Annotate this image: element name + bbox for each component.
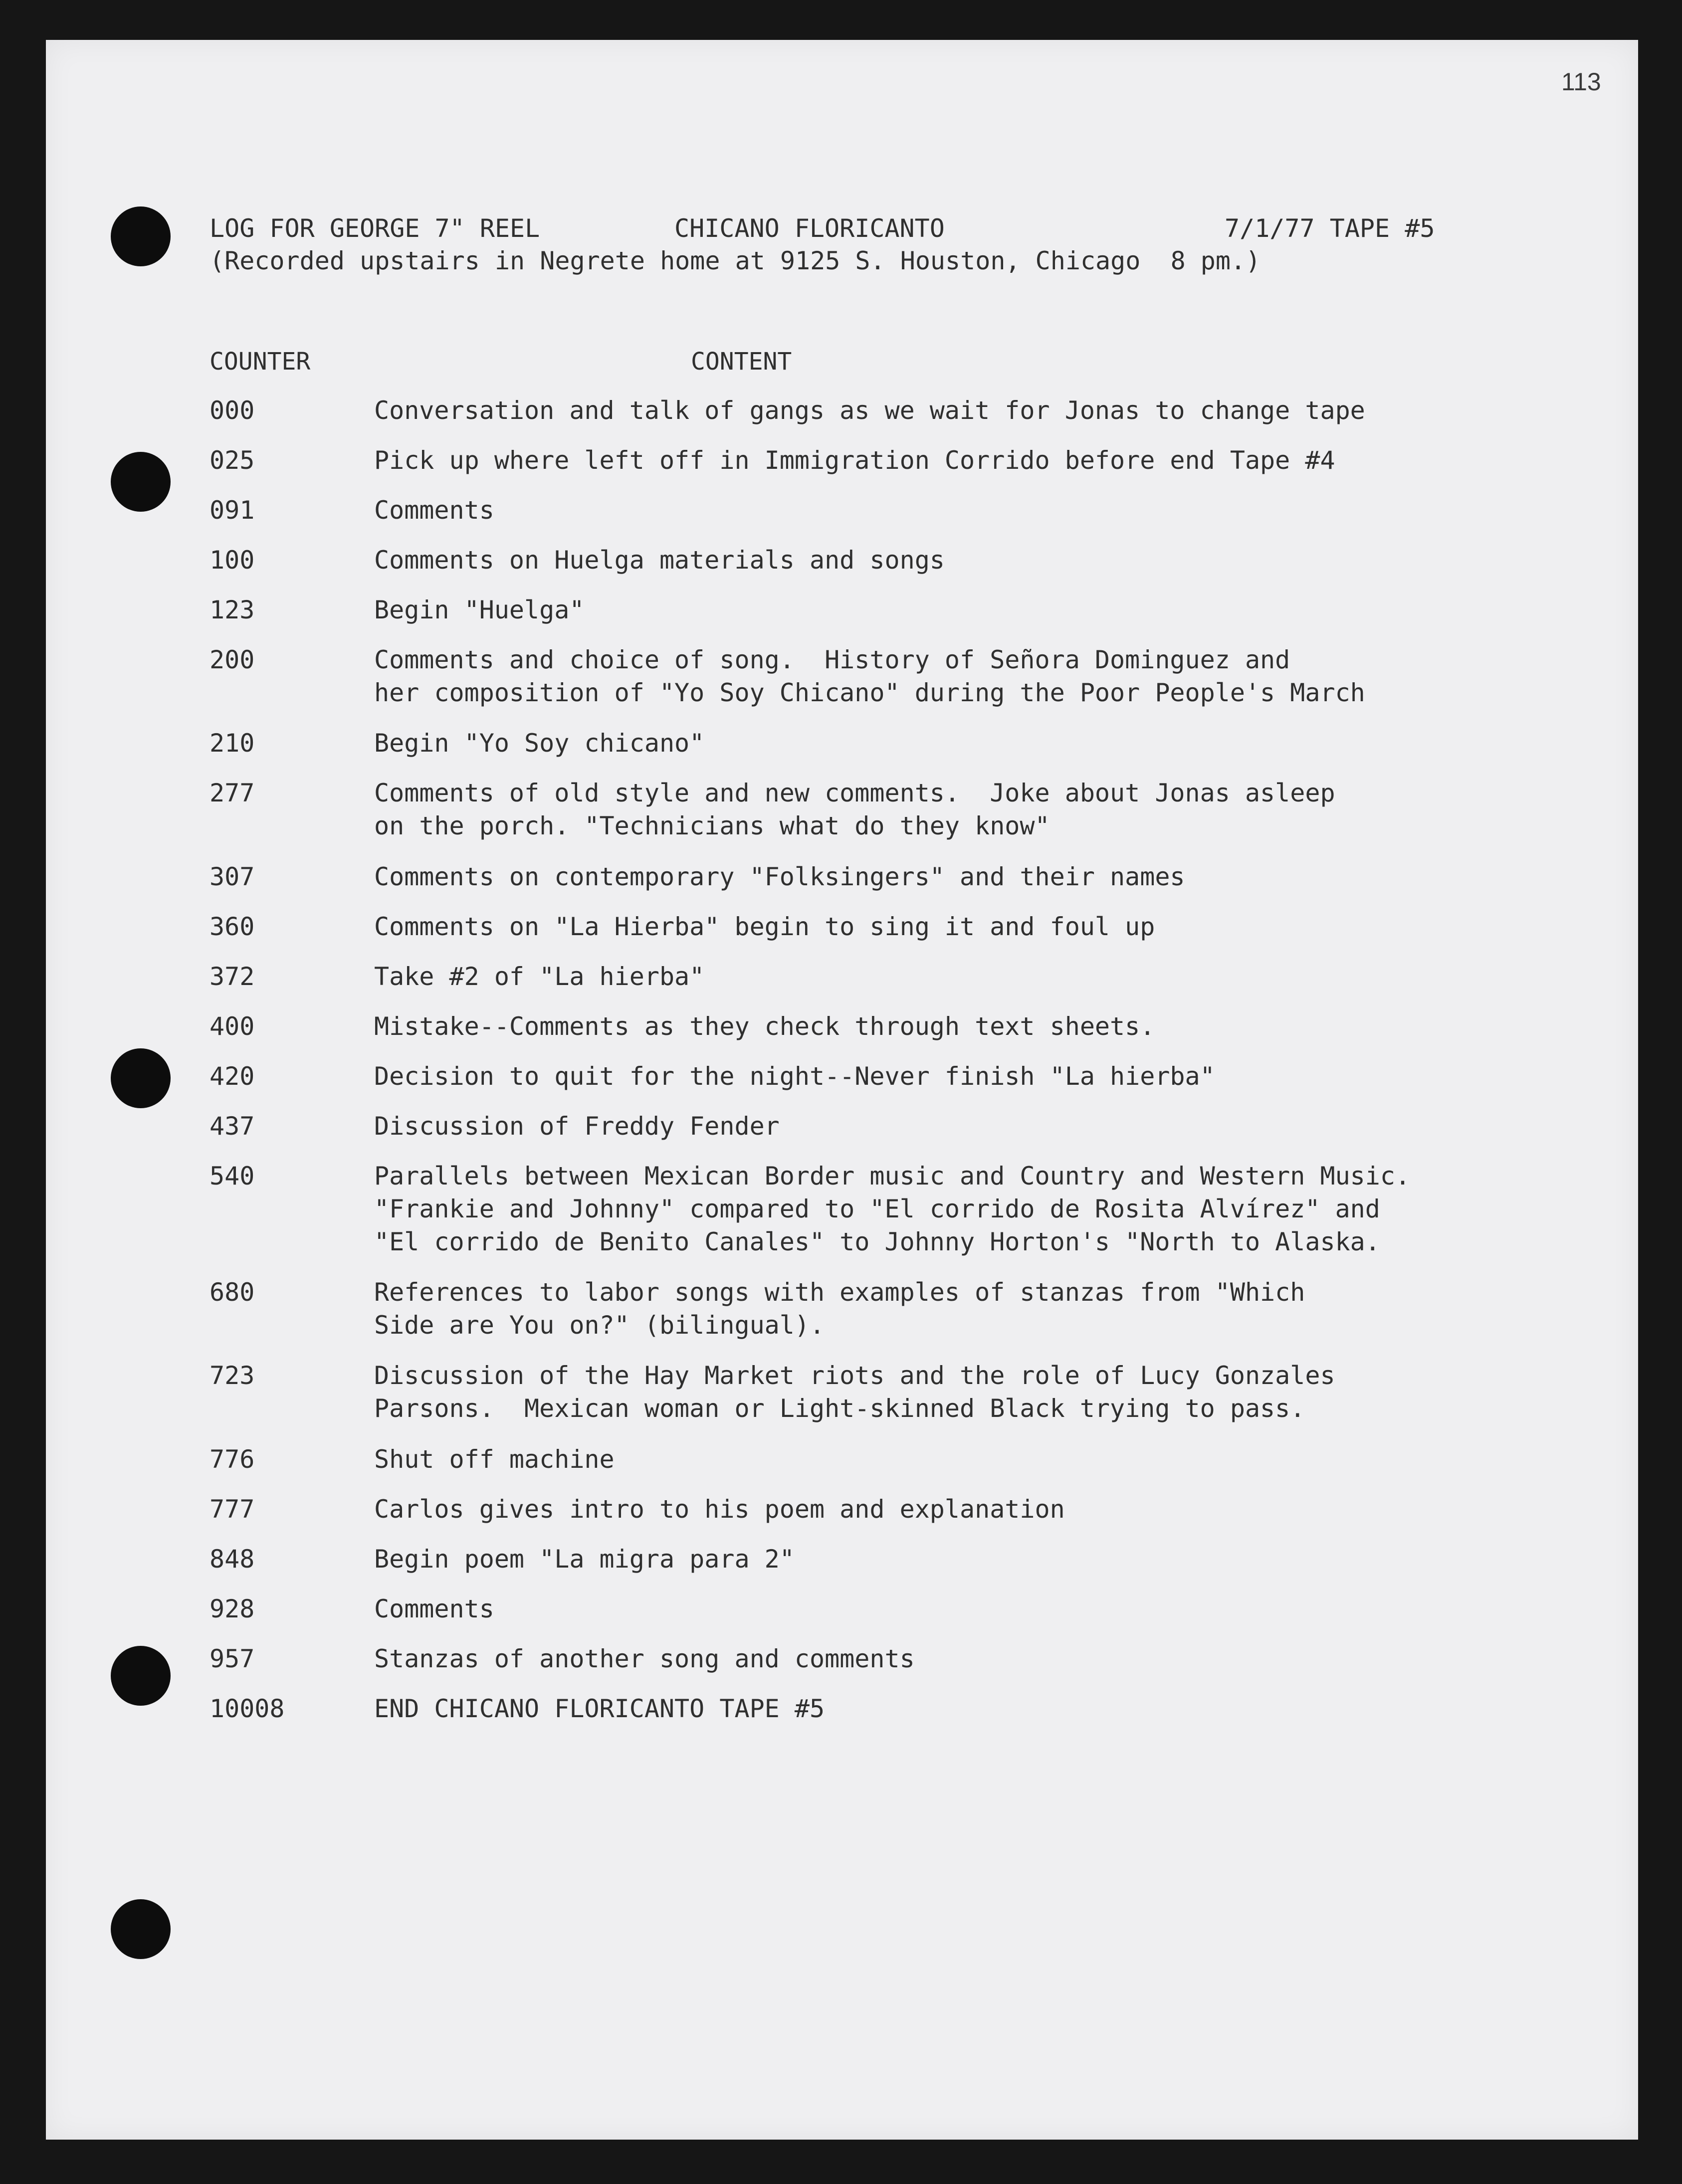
entry-content: Discussion of the Hay Market riots and the role of Lucy Gonzales Parsons. Mexican woman or Light-skinned Black trying to pass. — [374, 1361, 1335, 1423]
entry-content: Comments and choice of song. History of Señora Dominguez and her composition of "Yo Soy Chicano" during the Poor People's March — [374, 645, 1365, 707]
punch-hole — [111, 1899, 171, 1959]
entry-content: Conversation and talk of gangs as we wait for Jonas to change tape — [374, 396, 1365, 425]
counter-value: 848 — [210, 1545, 255, 1574]
entry-content: Begin poem "La migra para 2" — [374, 1545, 795, 1574]
entry-content: Comments of old style and new comments. Joke about Jonas asleep on the porch. "Technicians what do they know" — [374, 779, 1335, 840]
entry-content: Parallels between Mexican Border music and Country and Western Music. "Frankie and Johnny" compared to "El corrido de Rosita Alvírez" and "El corrido de Benito Canales" to Johnny Horton's "North to Alaska. — [374, 1162, 1411, 1256]
counter-value: 277 — [210, 779, 255, 807]
entry-content: Decision to quit for the night--Never finish "La hierba" — [374, 1062, 1215, 1091]
counter-value: 10008 — [210, 1694, 285, 1723]
collection-title: CHICANO FLORICANTO — [674, 214, 945, 243]
punch-hole — [111, 1646, 171, 1706]
entry-content: Comments on "La Hierba" begin to sing it and foul up — [374, 912, 1155, 941]
recording-note: (Recorded upstairs in Negrete home at 9125 S. Houston, Chicago 8 pm.) — [210, 246, 1261, 275]
counter-value: 210 — [210, 729, 255, 758]
entry-content: Comments on Huelga materials and songs — [374, 546, 945, 575]
counter-value: 100 — [210, 546, 255, 575]
counter-value: 420 — [210, 1062, 255, 1091]
counter-value: 123 — [210, 596, 255, 624]
entry-content: Begin "Yo Soy chicano" — [374, 729, 705, 758]
counter-column-heading: COUNTER — [210, 348, 311, 376]
punch-hole — [111, 452, 171, 512]
date-tape: 7/1/77 TAPE #5 — [1225, 214, 1435, 243]
counter-value: 000 — [210, 396, 255, 425]
punch-hole — [111, 206, 171, 266]
counter-value: 360 — [210, 912, 255, 941]
counter-value: 777 — [210, 1495, 255, 1524]
counter-value: 928 — [210, 1594, 255, 1623]
counter-value: 372 — [210, 962, 255, 991]
entry-content: Mistake--Comments as they check through text sheets. — [374, 1012, 1155, 1041]
counter-value: 776 — [210, 1445, 255, 1474]
page-number: 113 — [1561, 68, 1601, 96]
counter-value: 091 — [210, 496, 255, 525]
counter-value: 307 — [210, 862, 255, 891]
counter-value: 957 — [210, 1644, 255, 1673]
counter-value: 400 — [210, 1012, 255, 1041]
entry-content: END CHICANO FLORICANTO TAPE #5 — [374, 1694, 825, 1723]
entry-content: Shut off machine — [374, 1445, 615, 1474]
entry-content: Comments on contemporary "Folksingers" and their names — [374, 862, 1185, 891]
counter-value: 723 — [210, 1361, 255, 1390]
log-title: LOG FOR GEORGE 7" REEL — [210, 214, 540, 243]
counter-value: 680 — [210, 1278, 255, 1307]
punch-hole — [111, 1048, 171, 1108]
entry-content: Comments — [374, 1594, 494, 1623]
entry-content: Take #2 of "La hierba" — [374, 962, 705, 991]
entry-content: Comments — [374, 496, 494, 525]
entry-content: Pick up where left off in Immigration Corrido before end Tape #4 — [374, 446, 1335, 475]
counter-value: 025 — [210, 446, 255, 475]
entry-content: References to labor songs with examples of stanzas from "Which Side are You on?" (bilingual). — [374, 1278, 1305, 1340]
counter-value: 200 — [210, 645, 255, 674]
counter-value: 540 — [210, 1162, 255, 1191]
entry-content: Carlos gives intro to his poem and explanation — [374, 1495, 1065, 1524]
entry-content: Begin "Huelga" — [374, 596, 585, 624]
counter-value: 437 — [210, 1112, 255, 1141]
content-column-heading: CONTENT — [691, 348, 792, 376]
entry-content: Discussion of Freddy Fender — [374, 1112, 780, 1141]
entry-content: Stanzas of another song and comments — [374, 1644, 915, 1673]
